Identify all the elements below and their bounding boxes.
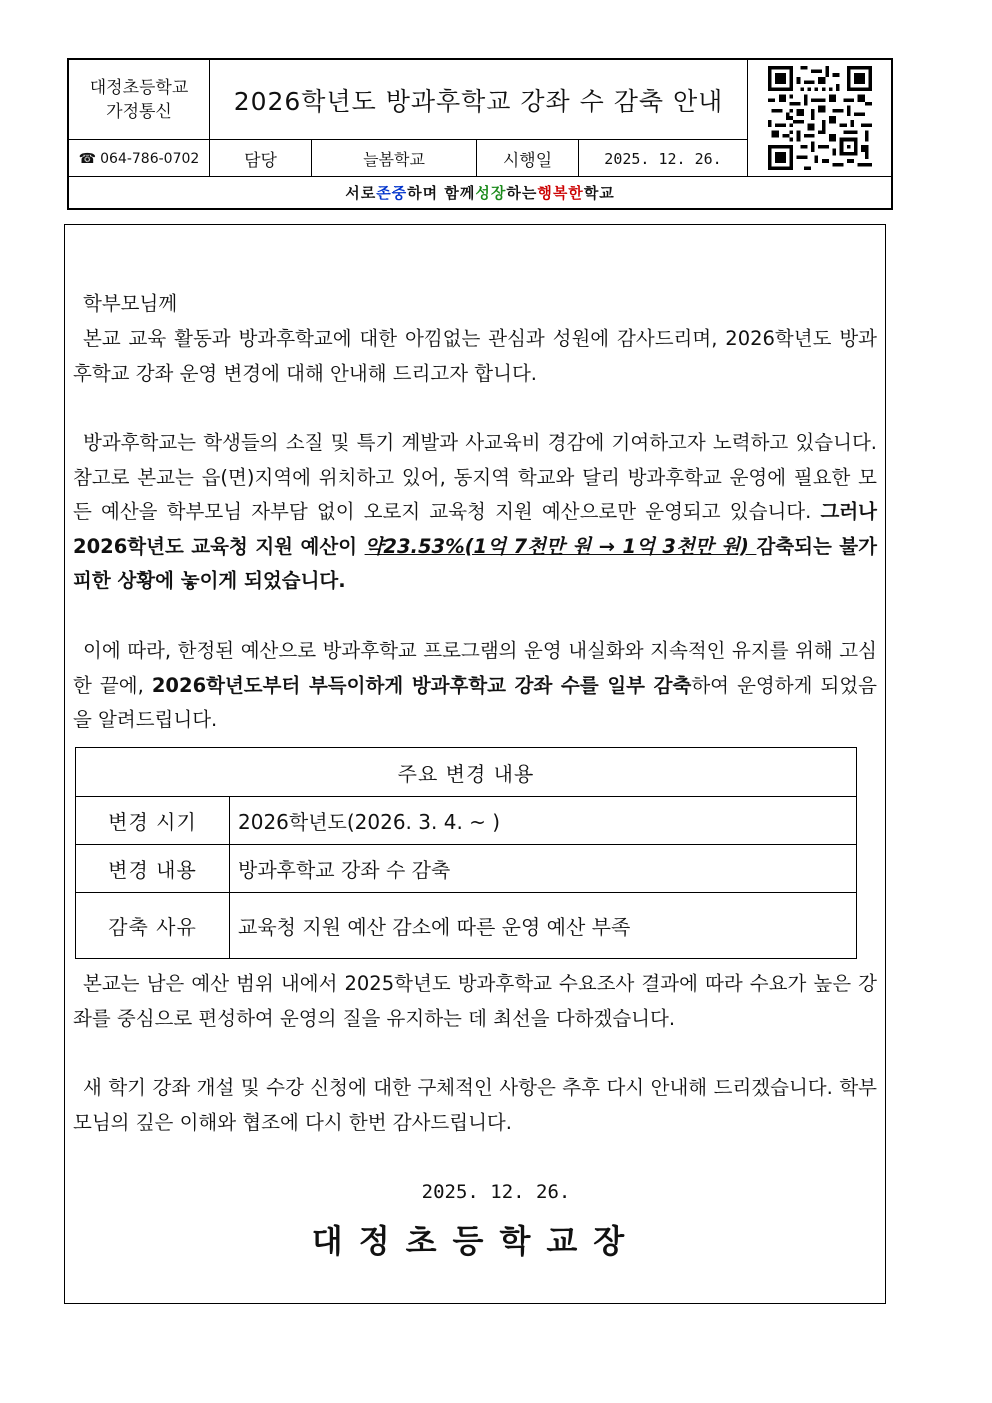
table-title: 주요 변경 내용	[397, 761, 535, 786]
signature-date: 2025. 12. 26.	[421, 1181, 571, 1203]
budget-text: 방과후학교는 학생들의 소질 및 특기 계발과 사교육비 경감에 기여하고자 노력하고 있습니다. 참고로 본교는 읍(면)지역에 위치하고 있어, 동지역 학교와 달리 방과후학교 운영에 필요한 모든 예산을 학부모님 자부담 없이 오로지 교육청 지원 예산으로만 운영되고 있습니다.	[73, 431, 877, 523]
reduction-bold-text: 2026학년도부터 부득이하게 방과후학교 강좌 수를 일부 감축	[151, 673, 692, 697]
principal-signature: 대정초등학교장	[311, 1222, 641, 1260]
motto-highlight-respect: 존중	[376, 184, 408, 202]
phone-cell	[69, 140, 210, 177]
table-row	[76, 845, 856, 893]
paragraph-budget	[73, 426, 877, 599]
department-label: 담당	[210, 140, 312, 177]
reduction-text: 이에 따라, 한정된 예산으로 방과후학교 프로그램의 운영 내실화와 지속적인 유지를 위해 고심한 끝에,	[73, 639, 877, 697]
greeting	[73, 287, 877, 322]
qr-code-icon[interactable]	[768, 66, 872, 170]
phone-number[interactable]: 064-786-0702	[100, 150, 200, 167]
table-row-value: 2026학년도(2026. 3. 4. ~ )	[238, 810, 501, 834]
paragraph-reduction	[73, 634, 877, 738]
paragraph-plan	[73, 967, 877, 1036]
budget-bold-text: 그러나 2026학년도 교육청 지원 예산이	[73, 500, 877, 558]
telephone-icon: ☎	[78, 150, 97, 167]
budget-amount-text: 약23.53%(1억 7천만 원 → 1억 3천만 원)	[364, 534, 757, 558]
qr-code-cell[interactable]	[747, 60, 891, 176]
newsletter-header	[67, 58, 893, 210]
motto-part: 서로	[345, 184, 377, 202]
closing-text: 새 학기 강좌 개설 및 수강 신청에 대한 구체적인 사항은 추후 다시 안내해 드리겠습니다. 학부모님의 깊은 이해와 협조에 다시 한번 감사드립니다.	[73, 1076, 877, 1134]
issue-date-label: 시행일	[477, 140, 579, 177]
table-row-value: 교육청 지원 예산 감소에 따른 운영 예산 부족	[238, 915, 631, 939]
paragraph-intro	[73, 322, 877, 391]
table-row-value: 방과후학교 강좌 수 감축	[238, 858, 451, 882]
motto-part: 학교	[583, 184, 615, 202]
motto-highlight-growth: 성장	[475, 184, 507, 202]
school-name: 대정초등학교	[89, 77, 189, 98]
plan-text: 본교는 남은 예산 범위 내에서 2025학년도 방과후학교 수요조사 결과에 따라 수요가 높은 강좌를 중심으로 편성하여 운영의 질을 유지하는 데 최선을 다하겠습니다.	[73, 972, 877, 1030]
school-name-cell	[69, 60, 210, 139]
paragraph-intro-text: 본교 교육 활동과 방과후학교에 대한 아낌없는 관심과 성원에 감사드리며, 2026학년도 방과후학교 강좌 운영 변경에 대해 안내해 드리고자 합니다.	[73, 327, 877, 385]
reduction-end-text: 하여 운영하게 되었음을 알려드립니다.	[73, 673, 878, 731]
table-row-key: 변경 시기	[76, 797, 230, 844]
motto-highlight-happy: 행복한	[537, 184, 584, 202]
table-row	[76, 893, 856, 958]
greeting-text: 학부모님께	[83, 292, 178, 315]
table-header-row	[76, 748, 856, 797]
school-motto	[69, 176, 891, 208]
table-row	[76, 797, 856, 845]
table-row-key: 감축 사유	[76, 893, 230, 958]
department-value: 늘봄학교	[312, 140, 477, 177]
issue-date-value: 2025. 12. 26.	[604, 149, 722, 168]
paragraph-closing	[73, 1071, 877, 1140]
changes-table	[75, 747, 857, 959]
motto-part: 하는	[506, 184, 538, 202]
table-row-key: 변경 내용	[76, 845, 230, 892]
document-title: 2026학년도 방과후학교 강좌 수 감축 안내	[233, 86, 724, 116]
motto-part: 하며 함께	[407, 184, 476, 202]
header-info-row	[69, 139, 747, 177]
newsletter-type: 가정통신	[106, 101, 172, 122]
budget-bold-end-text: 감축되는 불가피한 상황에 놓이게 되었습니다.	[73, 534, 877, 592]
